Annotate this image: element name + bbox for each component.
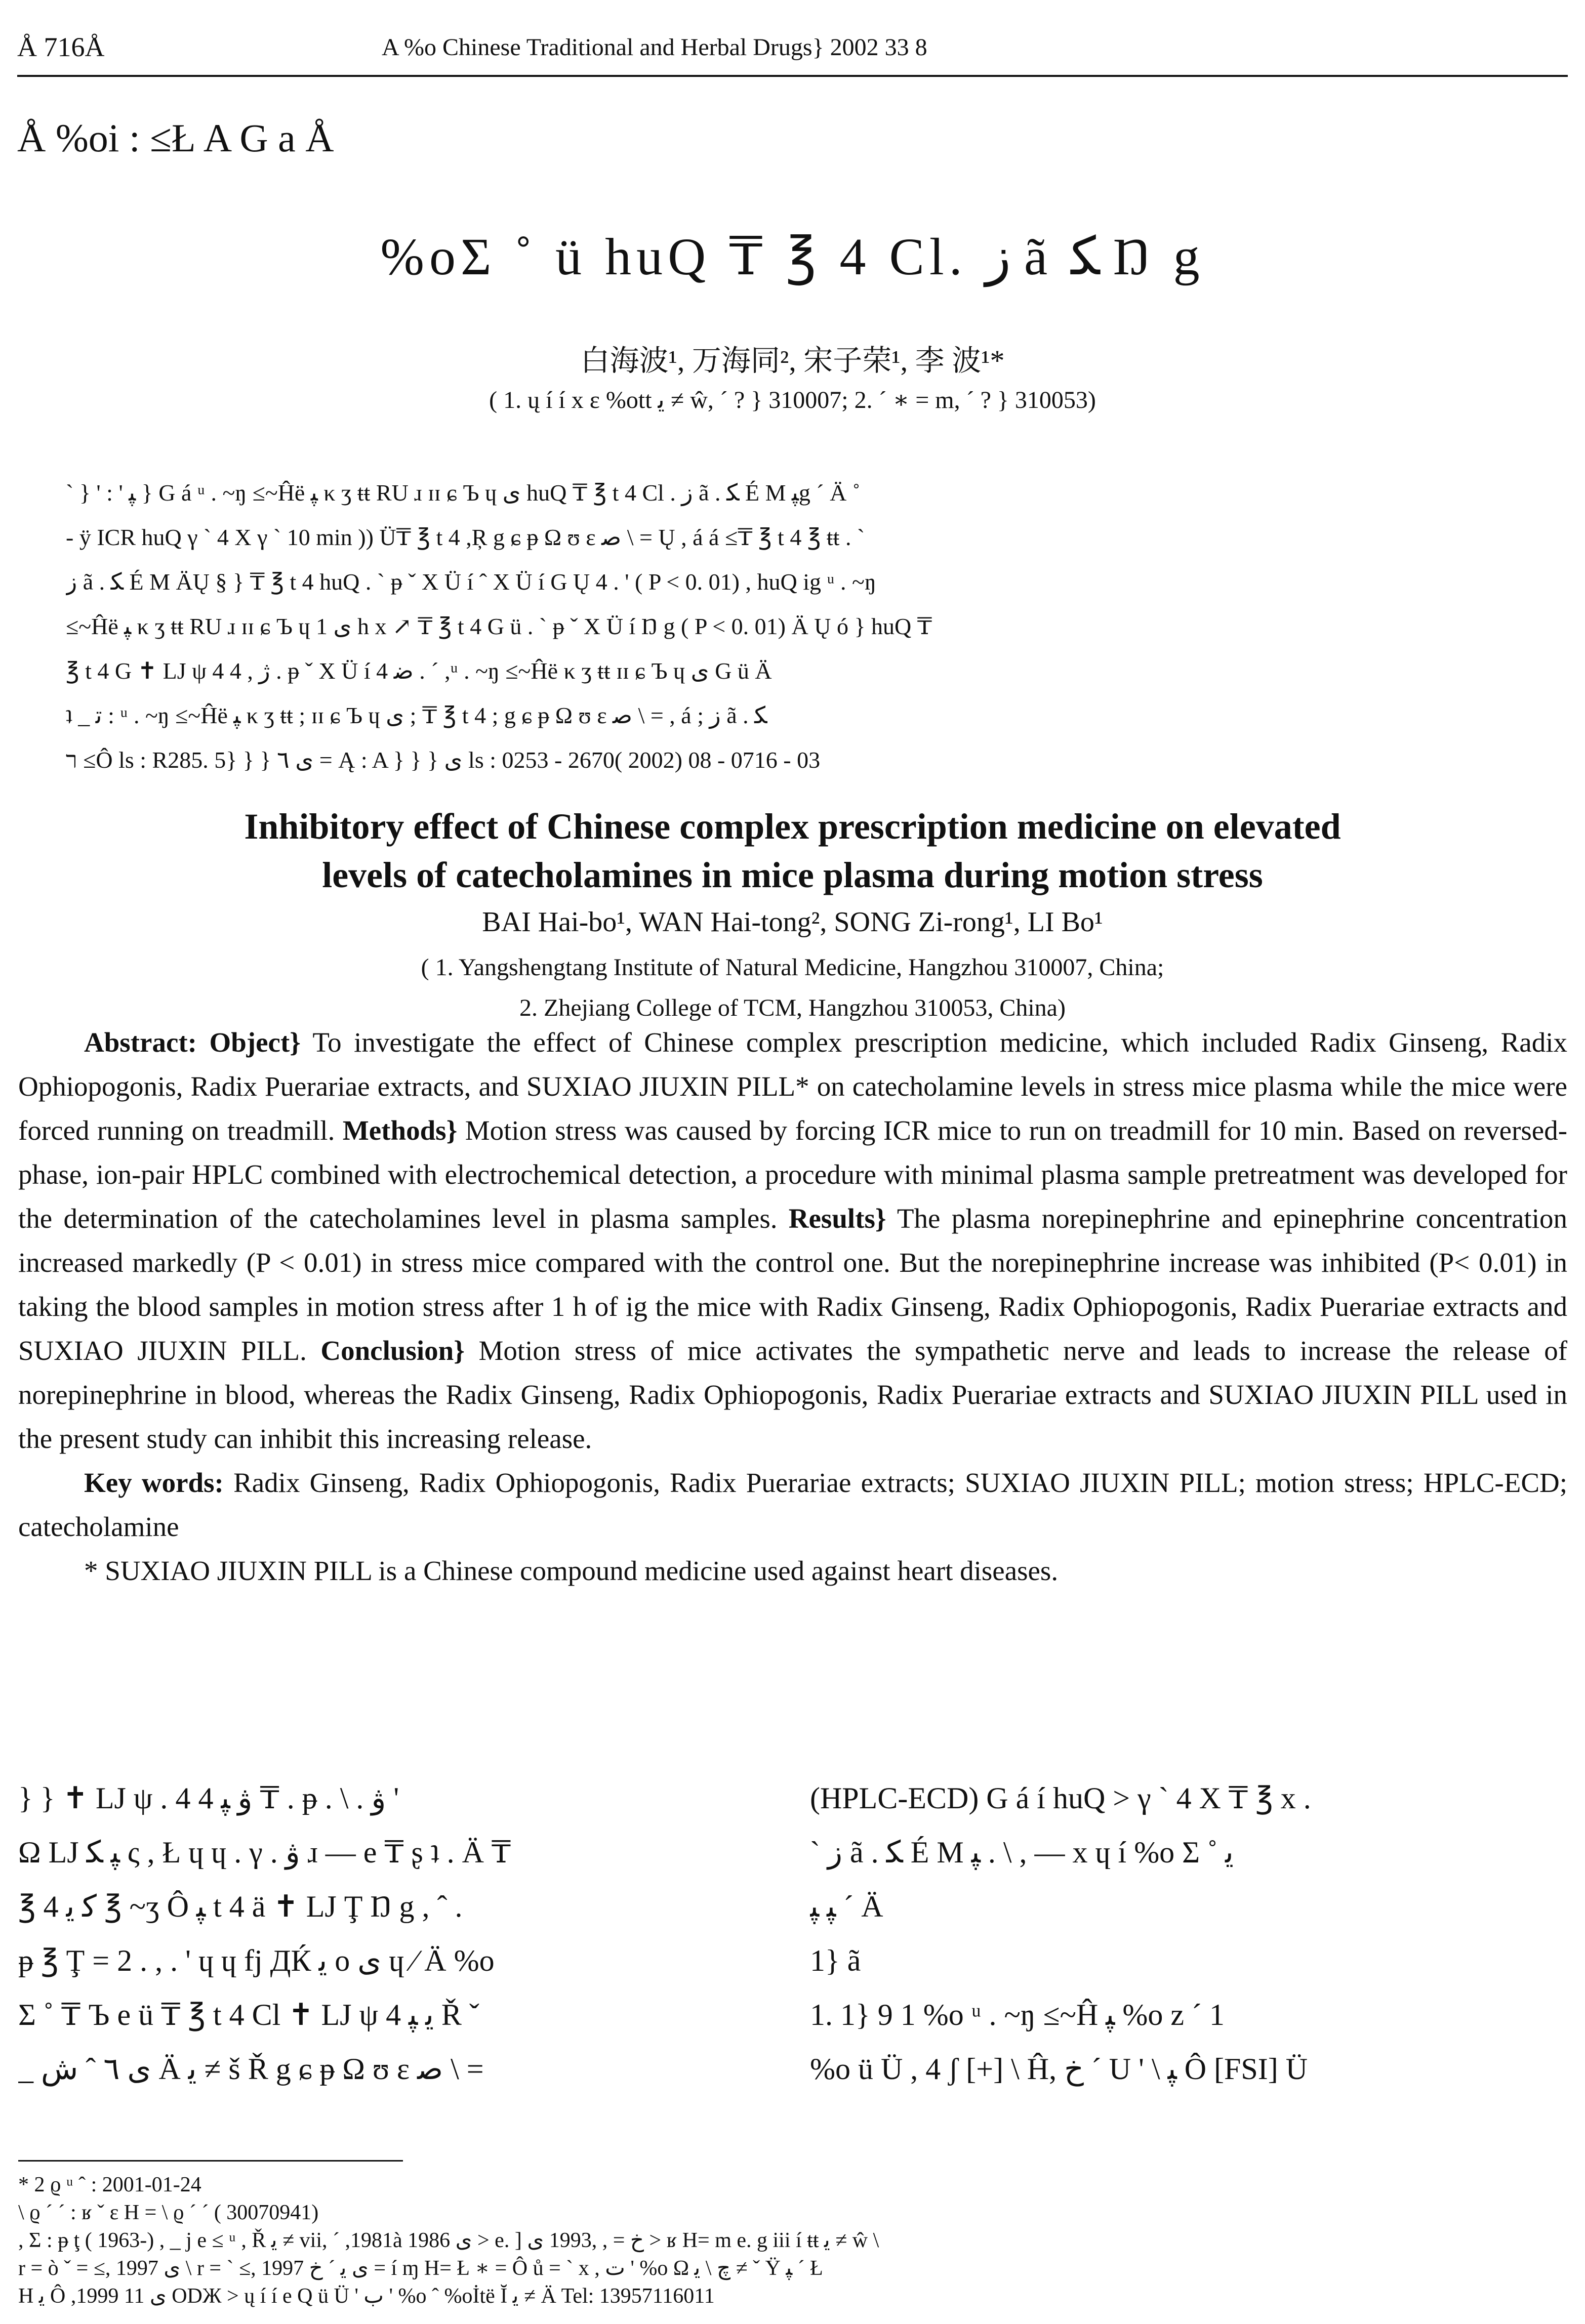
body-line: ﭙ ﭙ ´ Ä	[810, 1890, 883, 1923]
chinese-abstract	[66, 471, 1534, 782]
object-text: To investigate the effect of Chinese complex prescription medicine, which included Radix Ginseng, Radix Ophiopogonis, Radix Puerariae extracts, and SUXIAO JIUXIN PILL* on catecholamine levels in stress mice plasma while the mice were forced running on treadmill.	[18, 1027, 1568, 1146]
body-line: _ ﯼ ٦ ˆ ﺵ Ä ﯾ ≠ š Ř g ɕ ᵽ Ω ʊ ɛ ﺻ \ =	[18, 2052, 484, 2086]
methods-text: Motion stress was caused by forcing ICR mice to run on treadmill for 10 min. Based on reversed-phase, ion-pair HPLC combined with electrochemical detection, a procedure with minimal plasma sample pretreatment was developed for the determination of the catecholamines level in plasma samples.	[18, 1115, 1568, 1234]
body-line: (HPLC-ECD) G á í huQ > γ ` 4 X ₸ ℥ x .	[810, 1781, 1311, 1815]
chinese-abstract-line: - ÿ ICR huQ γ ` 4 X γ ` 10 min )) Ü₸ ℥ t 4 ,Ŗ g ɕ ᵽ Ω ʊ ɛ ﺻ \ = Ų , á á ≤₸ ℥ t 4 ℥ ŧŧ . `	[66, 524, 865, 550]
subsection-heading: 1. 1} 9 1 %o ᵘ . ~ŋ ≤~Ĥ ﭙ %o z ´ 1	[810, 1998, 1225, 2031]
footnote-line: r = ò ˇ = ≤, 1997 ﯼ \ r = ` ≤, 1997 ﯼ ﯾ ´ ﺥ = í ɱ H= Ł ∗ = Ô ů = ` x , ﺕ ' %o Ω ﭺ \ ﯾ ≠ ˇ Ÿ ﭙ ´ Ł	[18, 2257, 823, 2280]
chinese-abstract-line: ز ã . ﮑ É M ÄŲ § } ₸ ℥ t 4 huQ . ` ᵽ ˇ X Ü í ˆ X Ü í G Ų 4 . ' ( P < 0. 01) , huQ ig ᵘ . ~ŋ	[66, 569, 876, 595]
conclusion-text: Motion stress of mice activates the sympathetic nerve and leads to increase the release of norepinephrine in blood, whereas the Radix Ginseng, Radix Ophiopogonis, Radix Puerariae extracts and SUXIAO JIUXIN PILL used in the present study can inhibit this increasing release.	[18, 1335, 1568, 1454]
chinese-abstract-line: ℥ t 4 G ✝ LJ ψ 4 4 , ژ . ᵽ ˇ X Ü í 4 ﺿ . ´ ,ᵘ . ~ŋ ≤~Ĥë κ ʒ ŧŧ ɪɪ ɕ Ъ ɥ ﯼ G ü Ä	[66, 658, 772, 684]
chinese-title: %oΣ ˚ ü huQ ₸ ℥ 4 Cl. ز ã ﮑ Ŋ g	[380, 228, 1205, 286]
results-text: The plasma norepinephrine and epinephrine concentration increased markedly (P < 0.01) in stress mice compared with the control one. But the norepinephrine increase was inhibited (P< 0.01) in taking the blood samples in motion stress after 1 h of ig the mice with Radix Ginseng, Radix Ophiopogonis, Radix Puerariae extracts and SUXIAO JIUXIN PILL.	[18, 1203, 1567, 1366]
english-affiliation-line: ( 1. Yangshengtang Institute of Natural Medicine, Hangzhou 310007, China;	[421, 954, 1164, 981]
chinese-abstract-line: ר ≤Ô ls : R285. 5} } } ﯼ ٦ = Ą : A } } } ﯼ ls : 0253 - 2670( 2002) 08 - 0716 - 03	[66, 747, 821, 773]
english-title-line: Inhibitory effect of Chinese complex prescription medicine on elevated	[244, 806, 1341, 847]
keywords-label: Key words:	[84, 1467, 224, 1498]
abstract-label: Abstract:	[84, 1027, 197, 1058]
conclusion-label: Conclusion}	[320, 1335, 465, 1366]
body-left-column	[18, 1771, 767, 2096]
body-line: ℥ ﮐ ﯾ 4 ℥ ~ʒ Ô ﭙ t 4 ä ✝ LJ Ţ Ŋ g , ˆ .	[18, 1890, 463, 1923]
star-footnote: * SUXIAO JIUXIN PILL is a Chinese compound medicine used against heart diseases.	[84, 1555, 1059, 1586]
english-title-line: levels of catecholamines in mice plasma during motion stress	[322, 855, 1263, 895]
body-right-column	[810, 1771, 1569, 2096]
footnote-rule	[18, 2160, 403, 2162]
journal-header: A %o Chinese Traditional and Herbal Drugs} 2002 33 8	[382, 34, 927, 61]
chinese-abstract-line: ʇ _ ﺗ : ᵘ . ~ŋ ≤~Ĥë ﭙ κ ʒ ŧŧ ; ɪɪ ɕ Ъ ɥ ﯼ ; ₸ ℥ t 4 ; g ɕ ᵽ Ω ʊ ɛ ﺻ \ = , á ; ز ã . ﮑ	[66, 702, 767, 728]
body-line: ᵽ ℥ Ţ = 2 . , . ' ɥ ɥ fj ДЌ ﯾ o ﯼ ɥ ⁄ Ä %o	[18, 1944, 495, 1977]
body-line: %o ü Ü , 4 ʃ [+] \ Ĥ, ﺥ ´ U ' \ ﭙ Ô [FSI] Ü	[810, 2052, 1308, 2086]
english-abstract	[18, 1020, 1567, 1593]
english-authors: BAI Hai-bo¹, WAN Hai-tong², SONG Zi-rong¹, LI Bo¹	[482, 906, 1103, 938]
footnote-line: \ ϱ ´ ´ : ʁ ˇ ε H = \ ϱ ´ ´ ( 30070941)	[18, 2201, 319, 2224]
section-heading: 1} ã	[810, 1944, 861, 1977]
running-header	[17, 26, 1568, 77]
results-label: Results}	[788, 1203, 886, 1234]
chinese-affiliation: ( 1. ų í í x ε %ott ﯾ ≠ ŵ, ´ ? } 310007; 2. ´ ∗ = m, ´ ? } 310053)	[489, 387, 1096, 413]
body-line: } } ✝ LJ ψ . ﯞ ﭙ 4 4 ₸ . ᵽ . \ . ﯞ '	[18, 1781, 399, 1815]
methods-label: Methods}	[342, 1115, 458, 1146]
english-affiliation-line: 2. Zhejiang College of TCM, Hangzhou 310053, China)	[519, 994, 1066, 1021]
body-line: ` ز ã . ﮑ É M ﭙ . \ , — x ɥ í %o Σ ˚ ﯾ	[810, 1836, 1234, 1869]
abstract-paragraph	[18, 1020, 1567, 1461]
footnotes	[18, 2171, 1567, 2310]
section-label: Å %oi : ≤Ł A G a Å	[17, 116, 334, 160]
body-line: Ω LJ ﭙ ﮑ ς , Ł ɥ ɥ . γ . ﯞ ɹ — e ₸ ʂ ʇ . Ä ₸	[18, 1836, 511, 1869]
chinese-authors: 白海波¹, 万海同², 宋子荣¹, 李 波¹*	[580, 344, 1005, 377]
body-line: Σ ˚ ₸ Ъ e ü ₸ ℥ t 4 Cl ✝ LJ ψ 4 ﯾ ﭙ Ř ˇ	[18, 1998, 479, 2031]
english-title	[0, 802, 1585, 899]
header-rule	[17, 75, 1568, 77]
object-label: Object}	[209, 1027, 301, 1058]
chinese-abstract-line: ` } ' : ' ﭙ } G á ᵘ . ~ŋ ≤~Ĥë ﭙ κ ʒ ŧŧ RU ɹ ɪɪ ɕ Ъ ɥ ﯼ huQ ₸ ℥ t 4 Cl . ز ã . ﮑ É M ﭙg ´ Ä ˚	[66, 480, 861, 506]
footnote-line: , Σ : ᵽ ţ ( 1963-) , _ j e ≤ ᵘ , Ř ﯾ ≠ vii, ´ ,1981à 1986 ﯼ > e. ] ﺥ = , ,1993 ﯼ > ʁ H= m e. g iii í ŧŧ ﯾ ≠ ŵ \	[18, 2229, 879, 2252]
page-number: Å 716Å	[17, 32, 105, 62]
keywords-text: Radix Ginseng, Radix Ophiopogonis, Radix Puerariae extracts; SUXIAO JIUXIN PILL; motion stress; HPLC-ECD; catecholamine	[18, 1467, 1568, 1542]
chinese-abstract-line: ≤~Ĥë ﭙ κ ʒ ŧŧ RU ɹ ɪɪ ɕ Ъ ɥ ﯼ 1 h x ↗ ₸ ℥ t 4 G ü . ` ᵽ ˇ X Ü í Ŋ g ( P < 0. 01) Ä Ų ó } huQ ₸	[66, 613, 932, 639]
keywords-paragraph	[18, 1461, 1567, 1549]
footnote-line: * 2 ϱ ᵘ ˆ : 2001-01-24	[18, 2173, 201, 2196]
footnote-line: H ﯾ Ô ,1999 ﯼ 11 ODЖ > ų í í e Q ü Ü ' ﺏ ' %o ˆ %oİtë Ĭ ﯾ ≠ Ä Tel: 13957116011	[18, 2285, 715, 2308]
english-affiliation	[0, 947, 1585, 1028]
